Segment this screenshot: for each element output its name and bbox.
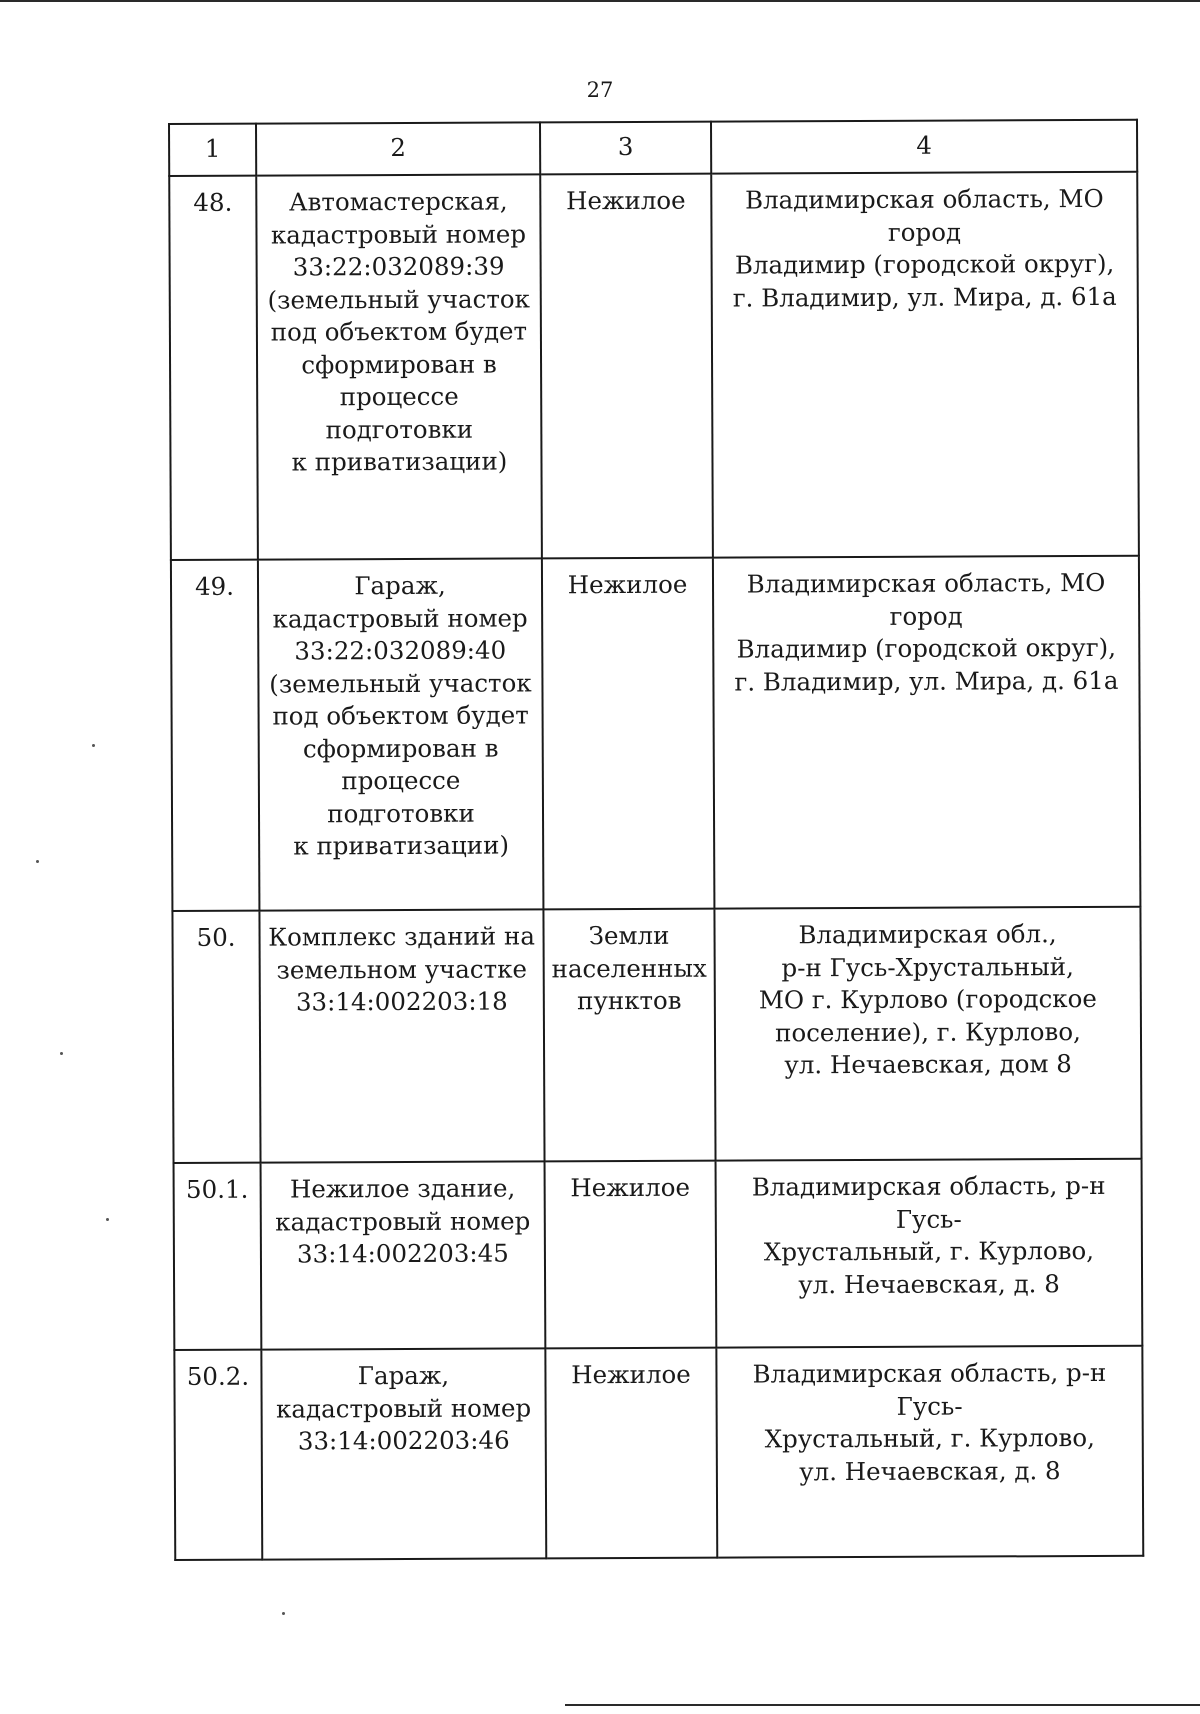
object-type — [543, 909, 715, 1162]
text-line: пунктов — [577, 985, 682, 1016]
text-line: к приватизации) — [293, 830, 510, 861]
header-col-4: 4 — [711, 120, 1137, 174]
scan-edge-top — [0, 0, 1200, 2]
text-line: 33:22:032089:39 — [292, 251, 505, 282]
scan-edge-bottom — [565, 1704, 1200, 1706]
header-col-3: 3 — [540, 122, 711, 175]
text-line: Владимир (городской округ), — [736, 632, 1117, 664]
table-row — [169, 172, 1139, 560]
object-description — [261, 1161, 546, 1349]
row-number: 50.1. — [174, 1163, 262, 1350]
text-line: г. Владимир, ул. Мира, д. 61а — [734, 665, 1119, 697]
header-row — [169, 120, 1137, 176]
text-line: к приватизации) — [291, 446, 508, 477]
page-number: 27 — [586, 78, 614, 102]
object-address — [714, 907, 1141, 1161]
row-number: 50. — [172, 911, 260, 1163]
text-line: Хрустальный, г. Курлово, — [764, 1422, 1095, 1454]
text-line: ул. Нечаевская, д. 8 — [799, 1455, 1061, 1486]
scan-speck — [92, 744, 95, 747]
text-line: земельном участке — [276, 953, 528, 985]
text-line: под объектом будет — [272, 700, 529, 731]
text-line: Нежилое — [570, 1172, 690, 1203]
text-line: Владимирская обл., — [798, 919, 1057, 950]
row-number: 49. — [171, 560, 260, 911]
object-type — [542, 558, 715, 910]
text-line: Владимирская область, р-н Гусь- — [752, 1357, 1107, 1421]
text-line: Нежилое — [571, 1359, 691, 1390]
text-line: под объектом будет — [270, 316, 528, 347]
text-line: Нежилое — [565, 185, 686, 216]
text-line: кадастровый номер — [275, 1205, 531, 1237]
text-line: Комплекс зданий на — [268, 921, 535, 952]
table-row — [171, 556, 1141, 911]
scan-speck — [282, 1612, 285, 1615]
text-line: (земельный участок — [267, 283, 531, 315]
object-description — [256, 174, 542, 559]
scan-speck — [106, 1218, 109, 1221]
scan-speck — [36, 860, 39, 863]
row-number: 48. — [169, 176, 258, 560]
table-row — [172, 907, 1141, 1163]
text-line: Гараж, — [354, 570, 446, 601]
text-line: Нежилое здание, — [289, 1173, 516, 1204]
text-line: 33:14:002203:46 — [297, 1425, 510, 1456]
text-line: Владимирская область, р-н Гусь- — [751, 1170, 1106, 1234]
text-line: 33:14:002203:45 — [296, 1238, 509, 1269]
text-line: сформирован в — [301, 349, 497, 379]
text-line: Владимирская область, МО город — [746, 567, 1106, 631]
object-description — [261, 1348, 546, 1559]
header-col-2: 2 — [256, 122, 540, 175]
row-number: 50.2. — [174, 1350, 262, 1560]
table-row — [174, 1346, 1143, 1560]
text-line: населенных — [551, 953, 707, 983]
text-line: кадастровый номер — [276, 1392, 532, 1424]
table-row — [174, 1159, 1143, 1350]
text-line: Владимир (городской округ), — [734, 248, 1115, 280]
text-line: 33:22:032089:40 — [294, 635, 507, 666]
text-line: Владимирская область, МО город — [744, 183, 1104, 247]
text-line: МО г. Курлово (городское — [758, 983, 1097, 1015]
scan-speck — [60, 1052, 63, 1055]
text-line: р-н Гусь-Хрустальный, — [781, 951, 1074, 982]
property-table — [168, 119, 1144, 1561]
object-description — [259, 909, 544, 1162]
object-address — [716, 1159, 1143, 1348]
object-type — [540, 174, 713, 559]
text-line: Гараж, — [357, 1360, 450, 1391]
text-line: Хрустальный, г. Курлово, — [763, 1235, 1095, 1267]
text-line: (земельный участок — [269, 667, 532, 699]
text-line: процессе подготовки — [325, 381, 474, 444]
text-line: 33:14:002203:18 — [295, 986, 508, 1017]
text-line: кадастровый номер — [272, 602, 528, 634]
object-description — [258, 558, 544, 910]
object-type — [545, 1161, 717, 1349]
text-line: кадастровый номер — [270, 218, 527, 250]
text-line: г. Владимир, ул. Мира, д. 61а — [732, 281, 1117, 313]
text-line: процессе подготовки — [327, 765, 475, 828]
object-address — [716, 1346, 1143, 1558]
text-line: ул. Нечаевская, дом 8 — [784, 1049, 1072, 1080]
object-address — [711, 172, 1139, 558]
header-col-1: 1 — [169, 124, 256, 176]
object-type — [545, 1348, 717, 1559]
text-line: ул. Нечаевская, д. 8 — [798, 1268, 1060, 1299]
text-line: поселение), г. Курлово, — [775, 1016, 1081, 1047]
text-line: Земли — [588, 920, 670, 951]
text-line: Нежилое — [567, 569, 688, 600]
text-line: сформирован в — [302, 733, 499, 763]
text-line: Автомастерская, — [288, 186, 508, 217]
object-address — [713, 556, 1141, 909]
